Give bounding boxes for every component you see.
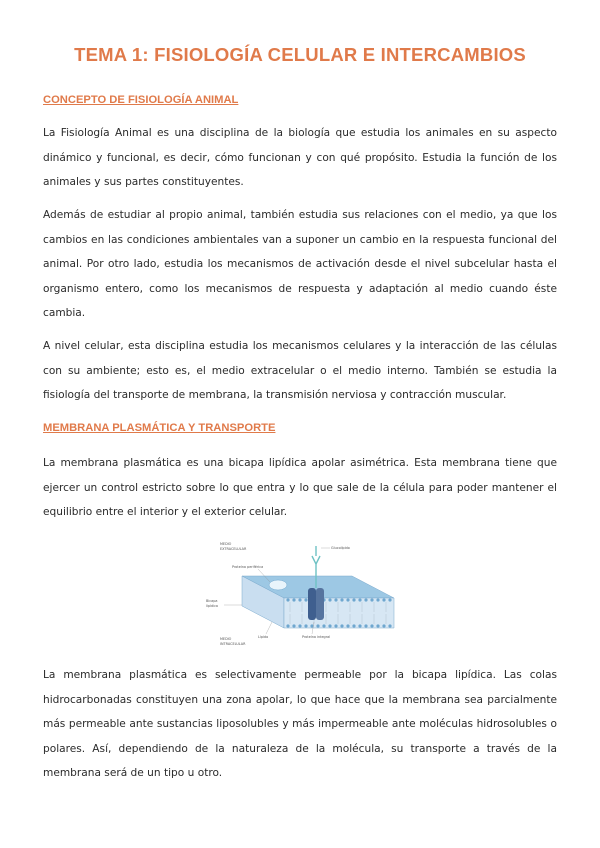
paragraph: La membrana plasmática es selectivamente permeable por la bicapa lipídica. Las colas hidrocarbonadas constituyen una zona apolar, lo que hace que la membrana sea parcialmente más permeable ante sustancias liposolubles y más impermeable ante moléculas hidrosolubles o polares. Así, dependiendo de la naturaleza de la molécula, su transporte a través de la membrana será de un tipo u otro.	[43, 669, 557, 779]
label-extracelular: EXTRACELULAR	[220, 547, 247, 551]
label-medio-top: MEDIO	[220, 542, 232, 546]
paragraph: A nivel celular, esta disciplina estudia los mecanismos celulares y la interacción de las células con su ambiente; esto es, el medio extracelular o el medio interno. También se estudia la fisiología del transporte de membrana, la transmisión nerviosa y contracción muscular.	[43, 340, 557, 401]
label-intracelular: INTRACELULAR	[220, 642, 246, 646]
label-proteina-integral: Proteína integral	[302, 635, 331, 639]
section-heading-membrana: MEMBRANA PLASMÁTICA Y TRANSPORTE	[43, 422, 276, 434]
label-glucolipido: Glucolípido	[331, 546, 350, 550]
label-bicapa: Bicapa	[206, 599, 218, 603]
section-heading-fisiologia: CONCEPTO DE FISIOLOGÍA ANIMAL	[43, 94, 239, 106]
paragraph: La Fisiología Animal es una disciplina de la biología que estudia los animales en su aspecto dinámico y funcional, es decir, cómo funcionan y con qué propósito. Estudia la función de los animales y sus partes constituyentes.	[43, 127, 557, 188]
membrane-front-face	[284, 598, 394, 628]
label-lipido: Lípido	[258, 635, 269, 639]
peripheral-protein	[269, 580, 287, 590]
page-title: TEMA 1: FISIOLOGÍA CELULAR E INTERCAMBIOS	[74, 44, 526, 65]
paragraph: La membrana plasmática es una bicapa lipídica apolar asimétrica. Esta membrana tiene que ejercer un control estricto sobre lo que entra y lo que sale de la célula para poder mantener el equilibrio entre el interior y el exterior celular.	[43, 457, 557, 518]
label-medio-bottom: MEDIO	[220, 637, 232, 641]
membrane-diagram	[202, 536, 402, 648]
integral-protein	[308, 588, 324, 620]
label-proteina-periferica: Proteína periférica	[232, 565, 264, 569]
label-lipidica: lipídica	[206, 604, 219, 608]
paragraph: Además de estudiar al propio animal, también estudia sus relaciones con el medio, ya que los cambios en las condiciones ambientales van a suponer un cambio en la respuesta funcional del animal. Por otro lado, estudia los mecanismos de activación desde el nivel subcelular hasta el organismo entero, como los mecanismos de respuesta y adaptación al medio cuando éste cambia.	[43, 209, 557, 319]
